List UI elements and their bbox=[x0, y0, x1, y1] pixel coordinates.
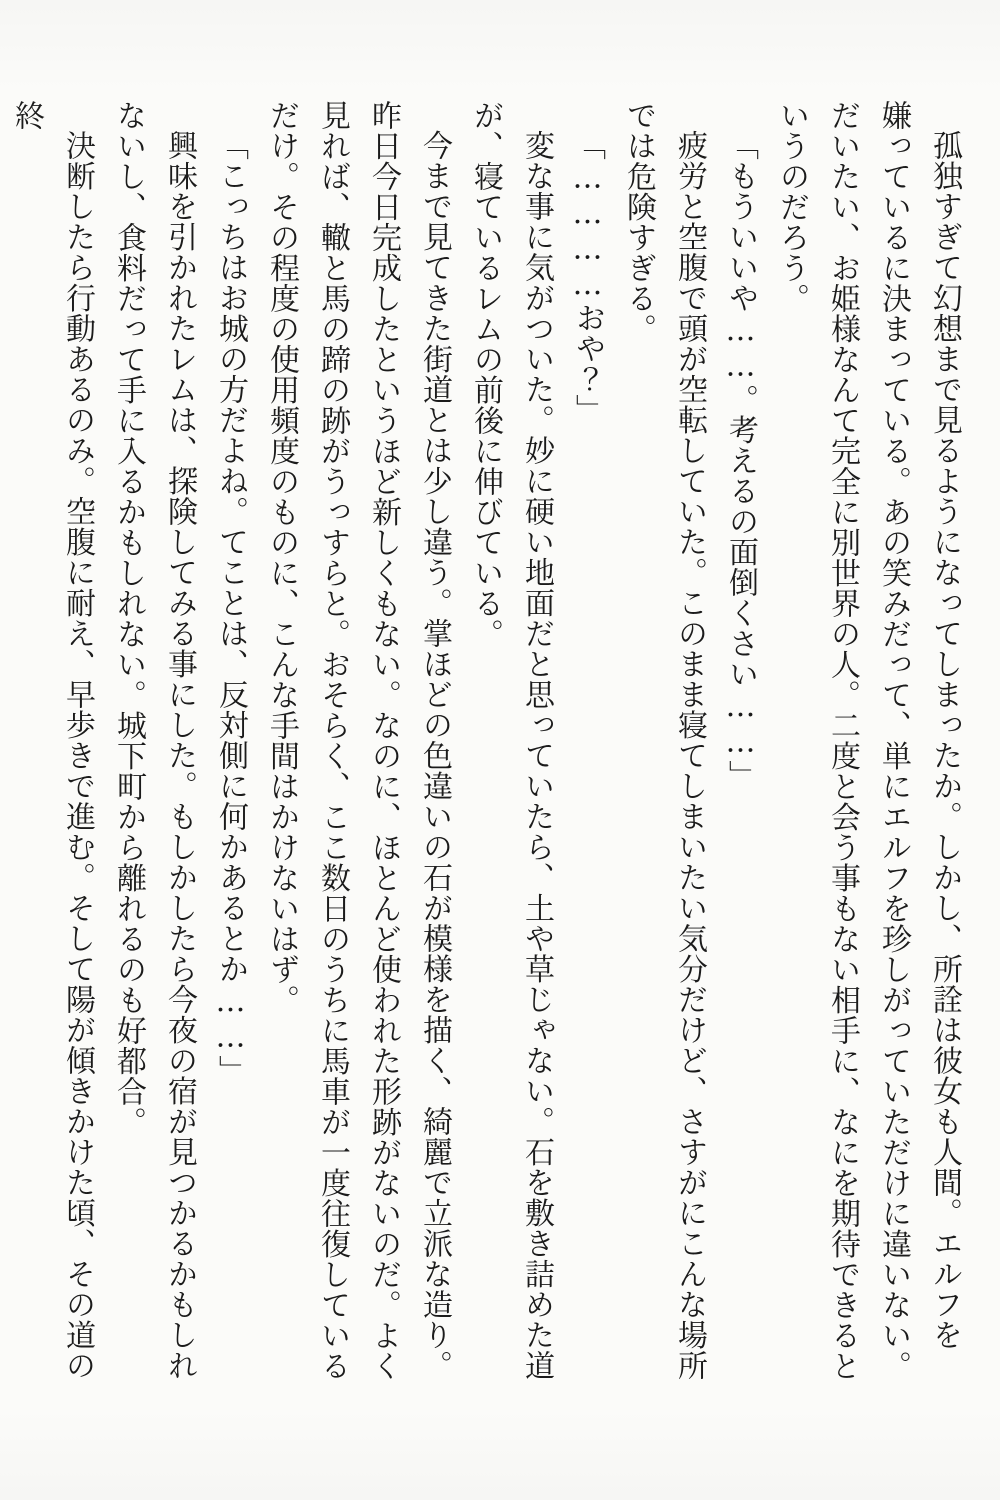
paragraph: 変な事に気がついた。妙に硬い地面だと思っていたら、土や草じゃない。石を敷き詰めた道が、寝ているレムの前後に伸びている。 bbox=[468, 100, 554, 1381]
paragraph: 今まで見てきた街道とは少し違う。掌ほどの色違いの石が模様を描く、綺麗で立派な造り。昨日今日完成したというほど新しくもない。なのに、ほとんど使われた形跡がないのだ。よく見れば、轍と馬の蹄の跡がうっすらと。おそらく、ここ数日のうちに馬車が一度往復しているだけ。その程度の使用頻度のものに、こんな手間はかけないはず。 bbox=[264, 100, 452, 1381]
vertical-text-block bbox=[1, 100, 970, 1392]
paragraph: 疲労と空腹で頭が空転していた。このまま寝てしまいたい気分だけど、さすがにこんな場所では危険すぎる。 bbox=[621, 100, 707, 1381]
paragraph: 孤独すぎて幻想まで見るようになってしまったか。しかし、所詮は彼女も人間。エルフを嫌っているに決まっている。あの笑みだって、単にエルフを珍しがっていただけに違いない。だいたい、お姫様なんて完全に別世界の人。二度と会う事もない相手に、なにを期待できるというのだろう。 bbox=[774, 100, 962, 1381]
dialogue-paragraph: 「こっちはお城の方だよね。てことは、反対側に何かあるとか……」 bbox=[213, 130, 248, 1086]
dialogue-paragraph: 「もういいや……。考えるの面倒くさい……」 bbox=[723, 130, 758, 791]
paragraph: 決断したら行動あるのみ。空腹に耐え、早歩きで進む。そして陽が傾きかけた頃、その道の終 bbox=[9, 100, 95, 1381]
paragraph: 興味を引かれたレムは、探険してみる事にした。もしかしたら今夜の宿が見つかるかもしれないし、食料だって手に入るかもしれない。城下町から離れるのも好都合。 bbox=[111, 100, 197, 1381]
dialogue-paragraph: 「…………おや？」 bbox=[570, 130, 605, 425]
